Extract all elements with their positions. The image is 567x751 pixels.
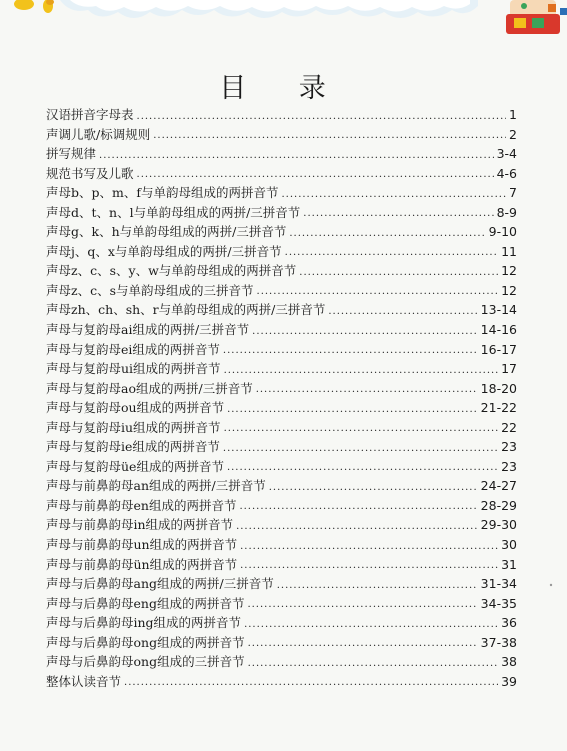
toc-entry-page: 24-27 bbox=[480, 478, 517, 494]
toc-entry-page: 38 bbox=[501, 654, 517, 670]
toc-entry[interactable] bbox=[46, 515, 517, 535]
toc-entry-label: 声母与复韵母ao组成的两拼/三拼音节 bbox=[46, 380, 253, 396]
toc-entry-label: 声母z、c、s、y、w与单韵母组成的两拼音节 bbox=[46, 263, 297, 279]
toc-entry[interactable] bbox=[46, 457, 517, 477]
toc-entry-label: 声母与前鼻韵母in组成的两拼音节 bbox=[46, 517, 234, 533]
dot-leader bbox=[328, 303, 477, 320]
dot-leader bbox=[239, 498, 477, 515]
toc-entry[interactable] bbox=[46, 437, 517, 457]
toc-entry-page: 18-20 bbox=[480, 380, 517, 396]
dot-leader bbox=[137, 166, 494, 183]
toc-entry-page: 16-17 bbox=[480, 341, 517, 357]
toc-entry-page: 2 bbox=[509, 126, 517, 142]
toc-entry-label: 规范书写及儿歌 bbox=[46, 165, 134, 181]
dot-leader bbox=[240, 557, 498, 574]
toc-entry-label: 整体认读音节 bbox=[46, 673, 122, 689]
dot-leader bbox=[153, 127, 506, 144]
toc-entry-label: 声母与复韵母ou组成的两拼音节 bbox=[46, 400, 225, 416]
toc-entry-label: 声母与复韵母ei组成的两拼音节 bbox=[46, 341, 220, 357]
toc-entry-label: 声母z、c、s与单韵母组成的三拼音节 bbox=[46, 282, 254, 298]
toc-entry[interactable] bbox=[46, 672, 517, 692]
toc-entry[interactable] bbox=[46, 222, 517, 242]
toc-entry[interactable] bbox=[46, 418, 517, 438]
dot-leader bbox=[224, 362, 499, 379]
dot-leader bbox=[124, 674, 498, 691]
toc-entry-label: 声母与复韵母ai组成的两拼/三拼音节 bbox=[46, 322, 250, 338]
toc-entry[interactable] bbox=[46, 125, 517, 145]
toc-entry-page: 12 bbox=[501, 263, 517, 279]
dot-leader bbox=[248, 635, 478, 652]
dot-leader bbox=[269, 479, 478, 496]
dot-leader bbox=[256, 381, 478, 398]
toc-entry-page: 37-38 bbox=[480, 634, 517, 650]
toc-entry-page: 31-34 bbox=[480, 576, 517, 592]
toc-entry-page: 29-30 bbox=[480, 517, 517, 533]
dot-leader bbox=[227, 401, 478, 418]
toc-entry-label: 声母与后鼻韵母ong组成的三拼音节 bbox=[46, 654, 245, 670]
toc-entry[interactable] bbox=[46, 633, 517, 653]
toc-entry[interactable] bbox=[46, 574, 517, 594]
toc-entry-page: 1 bbox=[509, 107, 517, 122]
toc-entry[interactable] bbox=[46, 398, 517, 418]
dot-leader bbox=[248, 655, 499, 672]
dot-leader bbox=[223, 342, 478, 359]
dot-leader bbox=[223, 440, 498, 457]
toc-entry-label: 声母j、q、x与单韵母组成的两拼/三拼音节 bbox=[46, 243, 282, 259]
toc-entry-label: 声母与前鼻韵母ün组成的两拼音节 bbox=[46, 556, 238, 572]
toc-entry-label: 拼写规律 bbox=[46, 146, 97, 162]
dot-leader bbox=[137, 108, 507, 125]
toc-entry-page: 22 bbox=[501, 419, 517, 435]
toc-entry-page: 28-29 bbox=[480, 497, 517, 513]
toc-entry-page: 11 bbox=[501, 243, 517, 259]
toc-entry[interactable] bbox=[46, 652, 517, 672]
dot-leader bbox=[299, 264, 498, 281]
toc-entry[interactable] bbox=[46, 183, 517, 203]
toc-entry[interactable] bbox=[46, 594, 517, 614]
toc-entry-page: 13-14 bbox=[480, 302, 517, 318]
toc-entry-page: 39 bbox=[501, 673, 517, 689]
toc-entry-label: 声母d、t、n、l与单韵母组成的两拼/三拼音节 bbox=[46, 204, 301, 220]
page-speck bbox=[549, 583, 553, 587]
toc-entry[interactable] bbox=[46, 359, 517, 379]
toc-entry-label: 声母与前鼻韵母un组成的两拼音节 bbox=[46, 537, 238, 553]
dot-leader bbox=[289, 225, 485, 242]
dot-leader bbox=[281, 186, 506, 203]
toc-entry[interactable] bbox=[46, 340, 517, 360]
toc-entry-label: 汉语拼音字母表 bbox=[46, 107, 134, 122]
toc-entry[interactable] bbox=[46, 496, 517, 516]
toc-entry[interactable] bbox=[46, 281, 517, 301]
toc-entry[interactable] bbox=[46, 613, 517, 633]
toc-entry-label: 声母b、p、m、f与单韵母组成的两拼音节 bbox=[46, 185, 279, 201]
dot-leader bbox=[303, 205, 493, 222]
dot-leader bbox=[240, 538, 498, 555]
toc-entry[interactable] bbox=[46, 535, 517, 555]
toc-entry[interactable] bbox=[46, 164, 517, 184]
toc-entry[interactable] bbox=[46, 144, 517, 164]
toc-entry-page: 21-22 bbox=[480, 400, 517, 416]
toc-entry[interactable] bbox=[46, 242, 517, 262]
toc-entry[interactable] bbox=[46, 261, 517, 281]
toc-entry-page: 4-6 bbox=[496, 165, 517, 181]
dot-leader bbox=[252, 323, 478, 340]
toc-entry[interactable] bbox=[46, 105, 517, 125]
toc-entry-label: 声调儿歌/标调规则 bbox=[46, 126, 151, 142]
toc-entry-page: 36 bbox=[501, 615, 517, 631]
toc-entry[interactable] bbox=[46, 476, 517, 496]
toc-entry-label: 声母与后鼻韵母ing组成的两拼音节 bbox=[46, 615, 242, 631]
toc-entry[interactable] bbox=[46, 320, 517, 340]
toc-entry-label: 声母与后鼻韵母eng组成的两拼音节 bbox=[46, 595, 245, 611]
toc-entry-page: 7 bbox=[509, 185, 517, 201]
toc-entry-page: 3-4 bbox=[496, 146, 517, 162]
toc-entry-page: 12 bbox=[501, 282, 517, 298]
toc-entry-page: 17 bbox=[501, 361, 517, 377]
header-decoration bbox=[0, 0, 567, 40]
dot-leader bbox=[247, 596, 477, 613]
toc-entry-page: 23 bbox=[501, 439, 517, 455]
toc-entry-label: 声母与后鼻韵母ong组成的两拼音节 bbox=[46, 634, 245, 650]
toc-entry-label: 声母与后鼻韵母ang组成的两拼/三拼音节 bbox=[46, 576, 274, 592]
toc-entry-page: 31 bbox=[501, 556, 517, 572]
dot-leader bbox=[244, 616, 498, 633]
toc-entry[interactable] bbox=[46, 300, 517, 320]
toc-entry-page: 14-16 bbox=[480, 322, 517, 338]
toc-entry-label: 声母与复韵母ui组成的两拼音节 bbox=[46, 361, 221, 377]
dot-leader bbox=[236, 518, 478, 535]
dot-leader bbox=[277, 577, 478, 594]
dot-leader bbox=[227, 459, 498, 476]
toc-entry-page: 9-10 bbox=[488, 224, 517, 240]
dot-leader bbox=[99, 147, 494, 164]
toc-entry-page: 23 bbox=[501, 458, 517, 474]
page-title: 目 录 bbox=[219, 73, 348, 105]
dot-leader bbox=[224, 420, 499, 437]
toc-entry[interactable] bbox=[46, 555, 517, 575]
toc-entry-page: 30 bbox=[501, 537, 517, 553]
toc-entry-label: 声母与前鼻韵母an组成的两拼/三拼音节 bbox=[46, 478, 266, 494]
table-of-contents bbox=[46, 105, 517, 691]
toc-entry-label: 声母与复韵母üe组成的两拼音节 bbox=[46, 458, 224, 474]
toc-entry[interactable] bbox=[46, 379, 517, 399]
toc-entry-page: 8-9 bbox=[496, 204, 517, 220]
toc-entry-label: 声母g、k、h与单韵母组成的两拼/三拼音节 bbox=[46, 224, 287, 240]
toc-entry-label: 声母zh、ch、sh、r与单韵母组成的两拼/三拼音节 bbox=[46, 302, 326, 318]
dot-leader bbox=[285, 244, 498, 261]
toc-entry-label: 声母与复韵母iu组成的两拼音节 bbox=[46, 419, 221, 435]
toc-entry-page: 34-35 bbox=[480, 595, 517, 611]
toc-entry-label: 声母与前鼻韵母en组成的两拼音节 bbox=[46, 497, 237, 513]
toc-entry[interactable] bbox=[46, 203, 517, 223]
toc-entry-label: 声母与复韵母ie组成的两拼音节 bbox=[46, 439, 220, 455]
dot-leader bbox=[257, 283, 499, 300]
